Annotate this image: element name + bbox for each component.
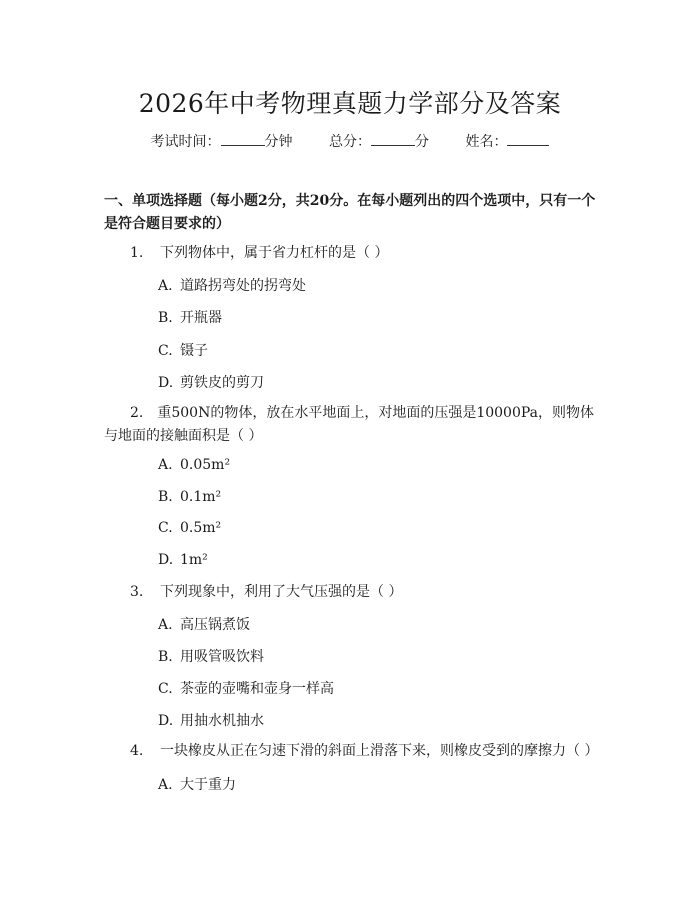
option-letter: A.: [158, 278, 173, 294]
option-text: 开瓶器: [180, 310, 222, 326]
q1-option-d: [158, 372, 264, 392]
option-letter: C.: [158, 343, 173, 359]
q1-option-b: [158, 307, 222, 327]
exam-time-unit: 分钟: [264, 134, 293, 150]
option-text: 用抽水机抽水: [180, 713, 264, 729]
option-text: 道路拐弯处的拐弯处: [180, 278, 306, 294]
total-score-unit: 分: [415, 134, 429, 150]
option-text: 0.1m²: [180, 489, 222, 505]
question-number: 4.: [130, 743, 144, 759]
option-letter: B.: [158, 649, 173, 665]
option-text: 大于重力: [180, 777, 236, 793]
option-text: 高压锅煮饭: [180, 617, 250, 633]
q2-option-c: [158, 520, 221, 536]
q3-option-a: [158, 614, 250, 634]
exam-time-label: 考试时间：: [150, 134, 221, 150]
question-4: [104, 740, 604, 763]
q3-option-c: [158, 678, 334, 698]
total-score-field: [329, 131, 429, 151]
total-score-blank: [371, 131, 415, 146]
q3-option-b: [158, 646, 264, 666]
student-name-label: 姓名：: [465, 134, 508, 150]
exam-time-field: [151, 131, 293, 151]
q4-option-a: [158, 774, 236, 794]
option-letter: C.: [158, 520, 173, 536]
option-letter: A.: [158, 457, 173, 473]
section-heading: 一、单项选择题（每小题2分，共20分。在每小题列出的四个选项中，只有一个是符合题目要求的）: [104, 193, 596, 232]
total-score-label: 总分：: [329, 134, 371, 150]
exam-info-line: [0, 131, 700, 151]
option-text: 茶壶的壶嘴和壶身一样高: [180, 681, 334, 697]
option-letter: A.: [158, 777, 173, 793]
q2-option-a: [158, 457, 230, 473]
option-letter: A.: [158, 617, 173, 633]
question-text: 一块橡皮从正在匀速下滑的斜面上滑落下来，则橡皮受到的摩擦力（ ）: [160, 743, 599, 759]
q2-option-b: [158, 489, 221, 505]
question-number: 3.: [130, 584, 144, 600]
option-text: 0.5m²: [180, 520, 222, 536]
option-letter: B.: [158, 489, 173, 505]
option-text: 0.05m²: [180, 457, 231, 473]
option-text: 剪铁皮的剪刀: [180, 375, 264, 391]
option-letter: D.: [158, 552, 174, 568]
exam-time-blank: [221, 131, 265, 146]
question-2: [104, 402, 604, 448]
q2-option-d: [158, 552, 208, 568]
question-number: 1.: [130, 245, 144, 261]
option-letter: D.: [158, 375, 174, 391]
q3-option-d: [158, 710, 264, 730]
option-text: 用吸管吸饮料: [180, 649, 264, 665]
option-letter: C.: [158, 681, 173, 697]
question-3: [104, 581, 604, 604]
question-1: [104, 242, 604, 265]
student-name-field: [465, 131, 549, 151]
option-text: 1m²: [180, 552, 208, 568]
q1-option-c: [158, 340, 208, 360]
question-text: 重500N的物体，放在水平地面上，对地面的压强是10000Pa，则物体与地面的接触面积是（ ）: [104, 405, 595, 444]
question-number: 2.: [130, 405, 144, 421]
question-text: 下列物体中，属于省力杠杆的是（ ）: [160, 245, 389, 261]
student-name-blank: [507, 131, 549, 146]
document-title: 2026年中考物理真题力学部分及答案: [138, 89, 562, 118]
option-letter: B.: [158, 310, 173, 326]
option-letter: D.: [158, 713, 174, 729]
option-text: 镊子: [180, 343, 208, 359]
question-text: 下列现象中，利用了大气压强的是（ ）: [160, 584, 403, 600]
q1-option-a: [158, 275, 306, 295]
